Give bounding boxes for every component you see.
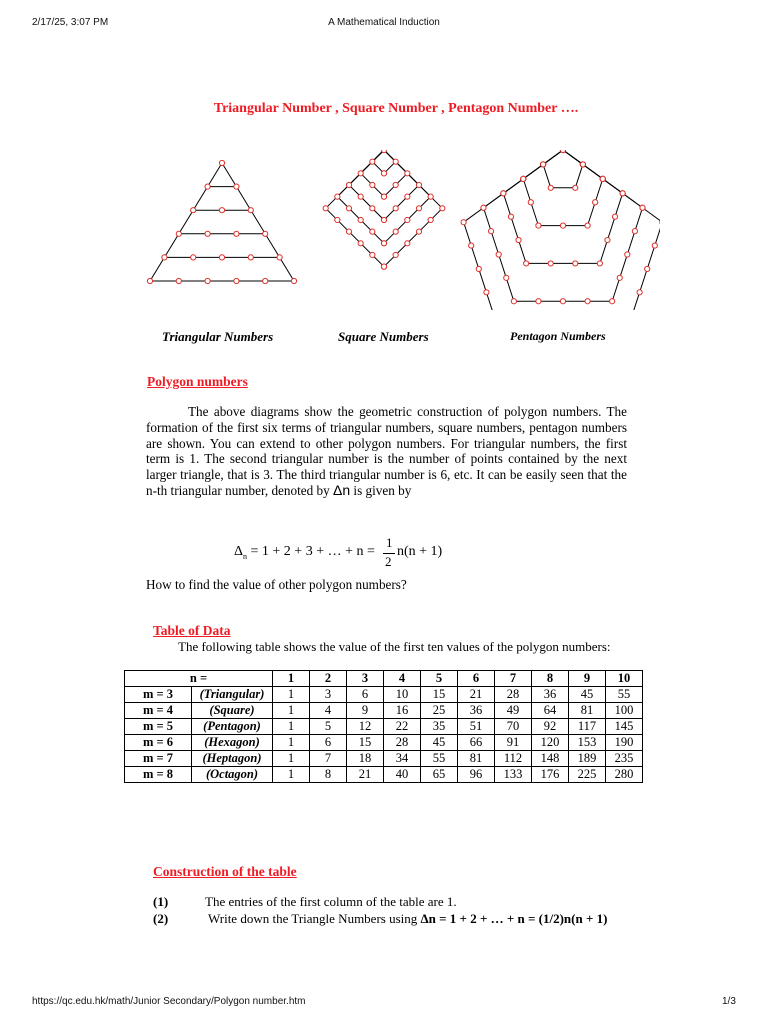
polygon-dot — [234, 184, 239, 189]
table-row — [125, 767, 643, 783]
polygon-dot — [358, 194, 363, 199]
polygon-dot — [393, 229, 398, 234]
table-cell: 120 — [532, 735, 569, 751]
table-cell: 64 — [532, 703, 569, 719]
polygon-dot — [645, 266, 650, 271]
step-number: (1) — [153, 894, 169, 909]
construction-step-2 — [153, 911, 608, 927]
polygon-dot — [637, 290, 642, 295]
polygon-paragraph-text: The above diagrams show the geometric construction of polygon numbers. The formation of the first six terms of triangular numbers, square numbers, pentagon numbers are shown. You can extend to other polygon numbers. For triangular numbers, the first term is 1. The second triangular number is the number of points contained by the next larger triangle, that is 3. The third triangular number is 6, etc. It can be easily seen that the n-th triangular number, denoted by — [146, 404, 627, 498]
table-cell: 28 — [495, 687, 532, 703]
table-cell: 96 — [458, 767, 495, 783]
table-cell: 21 — [347, 767, 384, 783]
polygon-dot — [416, 206, 421, 211]
polygon-dot — [620, 191, 625, 196]
polygon-dot — [370, 182, 375, 187]
delta-n-symbol: Δn — [332, 481, 351, 498]
polygon-dot — [263, 278, 268, 283]
polygon-dot — [536, 299, 541, 304]
polygon-dot — [481, 205, 486, 210]
polygon-number-table — [124, 670, 643, 783]
table-cell: 1 — [273, 719, 310, 735]
polygon-dot — [652, 243, 657, 248]
polygon-dot — [147, 278, 152, 283]
table-cell: 9 — [347, 703, 384, 719]
polygon-dot — [370, 252, 375, 257]
construction-step-1 — [153, 894, 457, 910]
table-cell: 45 — [569, 687, 606, 703]
section-title-construction: Construction of the table — [153, 864, 297, 879]
table-cell: 55 — [606, 687, 643, 703]
polygon-dot — [381, 217, 386, 222]
table-cell: 49 — [495, 703, 532, 719]
polygon-dot — [640, 205, 645, 210]
table-cell: 21 — [458, 687, 495, 703]
header-cell: 9 — [569, 671, 606, 687]
polygon-dot — [476, 266, 481, 271]
polygon-paragraph-tail: is given by — [353, 482, 412, 498]
polygon-dot — [560, 223, 565, 228]
table-cell: 92 — [532, 719, 569, 735]
table-cell: 1 — [273, 703, 310, 719]
polygon-dot — [428, 194, 433, 199]
polygon-dot — [597, 261, 602, 266]
table-header-row — [125, 671, 643, 687]
table-cell: 100 — [606, 703, 643, 719]
table-intro: The following table shows the value of the first ten values of the polygon numbers: — [178, 639, 611, 654]
table-cell: 65 — [421, 767, 458, 783]
table-cell: 34 — [384, 751, 421, 767]
table-cell: 81 — [569, 703, 606, 719]
polygon-dot — [162, 255, 167, 260]
polygon-dot — [632, 229, 637, 234]
table-cell: 10 — [384, 687, 421, 703]
table-cell: 3 — [310, 687, 347, 703]
polygon-question: How to find the value of other polygon numbers? — [146, 577, 407, 592]
polygon-dot — [484, 290, 489, 295]
polygon-dot — [263, 231, 268, 236]
pentagon-diagram — [461, 150, 660, 310]
polygon-diagrams — [140, 150, 660, 310]
polygon-dot — [605, 237, 610, 242]
table-cell: 51 — [458, 719, 495, 735]
table-row — [125, 751, 643, 767]
table-cell: 190 — [606, 735, 643, 751]
table-cell: 36 — [458, 703, 495, 719]
polygon-dot — [381, 150, 386, 153]
polygon-dot — [573, 185, 578, 190]
polygon-dot — [346, 206, 351, 211]
polygon-dot — [536, 223, 541, 228]
polygon-dot — [528, 200, 533, 205]
row-polygon-name: (Hexagon) — [192, 735, 273, 751]
table-row — [125, 687, 643, 703]
section-title-polygon-numbers: Polygon numbers — [147, 374, 248, 389]
table-cell: 91 — [495, 735, 532, 751]
table-cell: 55 — [421, 751, 458, 767]
table-cell: 1 — [273, 735, 310, 751]
triangular-diagram — [147, 160, 296, 283]
table-cell: 225 — [569, 767, 606, 783]
header-cell: 5 — [421, 671, 458, 687]
polygon-dot — [511, 299, 516, 304]
polygon-dot — [585, 299, 590, 304]
caption-pentagon: Pentagon Numbers — [510, 329, 606, 343]
polygon-dot — [191, 208, 196, 213]
table-cell: 45 — [421, 735, 458, 751]
polygon-dot — [234, 278, 239, 283]
polygon-dot — [346, 229, 351, 234]
table-cell: 15 — [347, 735, 384, 751]
header-cell: 8 — [532, 671, 569, 687]
header-cell: 4 — [384, 671, 421, 687]
polygon-dot — [469, 243, 474, 248]
polygon-dot — [405, 241, 410, 246]
table-cell: 40 — [384, 767, 421, 783]
header-cell: 10 — [606, 671, 643, 687]
row-m-label: m = 5 — [125, 719, 192, 735]
print-url[interactable]: https://qc.edu.hk/math/Junior Secondary/Polygon number.htm — [32, 996, 306, 1007]
table-cell: 35 — [421, 719, 458, 735]
page-heading: Triangular Number , Square Number , Pentagon Number …. — [213, 101, 579, 116]
table-cell: 16 — [384, 703, 421, 719]
table-cell: 189 — [569, 751, 606, 767]
polygon-dot — [585, 223, 590, 228]
table-cell: 15 — [421, 687, 458, 703]
table-cell: 145 — [606, 719, 643, 735]
polygon-dot — [593, 200, 598, 205]
polygon-dot — [428, 217, 433, 222]
table-row — [125, 719, 643, 735]
table-cell: 6 — [347, 687, 384, 703]
polygon-dot — [358, 171, 363, 176]
polygon-dot — [219, 255, 224, 260]
polygon-dot — [580, 162, 585, 167]
polygon-dot — [508, 214, 513, 219]
table-cell: 8 — [310, 767, 347, 783]
table-cell: 28 — [384, 735, 421, 751]
table-cell: 18 — [347, 751, 384, 767]
polygon-dot — [521, 176, 526, 181]
polygon-dot — [358, 241, 363, 246]
polygon-dot — [416, 182, 421, 187]
polygon-dot — [346, 182, 351, 187]
row-m-label: m = 7 — [125, 751, 192, 767]
table-cell: 81 — [458, 751, 495, 767]
table-cell: 12 — [347, 719, 384, 735]
polygon-dot — [381, 194, 386, 199]
polygon-dot — [358, 217, 363, 222]
print-page-counter: 1/3 — [722, 996, 736, 1007]
polygon-dot — [501, 191, 506, 196]
table-cell: 153 — [569, 735, 606, 751]
polygon-dot — [248, 255, 253, 260]
step-text: The entries of the first column of the table are 1. — [205, 894, 457, 909]
table-cell: 22 — [384, 719, 421, 735]
polygon-dot — [323, 206, 328, 211]
table-cell: 235 — [606, 751, 643, 767]
header-cell: 1 — [273, 671, 310, 687]
polygon-dot — [291, 278, 296, 283]
polygon-dot — [548, 185, 553, 190]
polygon-dot — [393, 159, 398, 164]
row-polygon-name: (Square) — [192, 703, 273, 719]
polygon-dot — [405, 194, 410, 199]
polygon-dot — [488, 229, 493, 234]
polygon-dot — [610, 299, 615, 304]
header-cell: 6 — [458, 671, 495, 687]
polygon-dot — [524, 261, 529, 266]
table-cell: 25 — [421, 703, 458, 719]
polygon-dot — [370, 229, 375, 234]
polygon-dot — [335, 194, 340, 199]
polygon-dot — [219, 160, 224, 165]
caption-square: Square Numbers — [338, 329, 429, 344]
polygon-dot — [416, 229, 421, 234]
table-cell: 4 — [310, 703, 347, 719]
polygon-dot — [191, 255, 196, 260]
print-page-title: A Mathematical Induction — [328, 17, 440, 28]
polygon-dot — [496, 252, 501, 257]
polygon-dot — [393, 182, 398, 187]
table-cell: 1 — [273, 687, 310, 703]
row-polygon-name: (Octagon) — [192, 767, 273, 783]
table-cell: 36 — [532, 687, 569, 703]
polygon-dot — [504, 275, 509, 280]
table-cell: 6 — [310, 735, 347, 751]
table-cell: 66 — [458, 735, 495, 751]
polygon-dot — [176, 231, 181, 236]
polygon-dot — [560, 299, 565, 304]
table-row — [125, 703, 643, 719]
polygon-dot — [405, 171, 410, 176]
polygon-dot — [277, 255, 282, 260]
polygon-dot — [381, 264, 386, 269]
polygon-dot — [461, 220, 466, 225]
polygon-dot — [234, 231, 239, 236]
polygon-dot — [573, 261, 578, 266]
polygon-dot — [617, 275, 622, 280]
polygon-dot — [205, 184, 210, 189]
table-cell: 5 — [310, 719, 347, 735]
table-cell: 176 — [532, 767, 569, 783]
polygon-dot — [393, 252, 398, 257]
step-formula: Δn = 1 + 2 + … + n = (1/2)n(n + 1) — [420, 911, 608, 926]
caption-triangular: Triangular Numbers — [162, 329, 274, 344]
polygon-dot — [205, 231, 210, 236]
square-diagram — [323, 150, 445, 269]
row-m-label: m = 3 — [125, 687, 192, 703]
row-m-label: m = 8 — [125, 767, 192, 783]
polygon-dot — [405, 217, 410, 222]
polygon-paragraph — [146, 404, 627, 499]
polygon-dot — [381, 241, 386, 246]
polygon-dot — [560, 150, 565, 153]
row-m-label: m = 4 — [125, 703, 192, 719]
section-title-table-of-data: Table of Data — [153, 623, 231, 638]
table-cell: 133 — [495, 767, 532, 783]
table-cell: 1 — [273, 751, 310, 767]
polygon-dot — [516, 237, 521, 242]
header-cell: 7 — [495, 671, 532, 687]
polygon-dot — [370, 206, 375, 211]
polygon-dot — [600, 176, 605, 181]
polygon-dot — [625, 252, 630, 257]
table-cell: 70 — [495, 719, 532, 735]
polygon-dot — [541, 162, 546, 167]
table-cell: 148 — [532, 751, 569, 767]
polygon-dot — [248, 208, 253, 213]
polygon-dot — [381, 171, 386, 176]
print-datetime: 2/17/25, 3:07 PM — [32, 17, 109, 28]
row-polygon-name: (Heptagon) — [192, 751, 273, 767]
row-polygon-name: (Triangular) — [192, 687, 273, 703]
row-polygon-name: (Pentagon) — [192, 719, 273, 735]
table-cell: 117 — [569, 719, 606, 735]
polygon-dot — [176, 278, 181, 283]
table-row — [125, 735, 643, 751]
polygon-dot — [335, 217, 340, 222]
polygon-dot — [548, 261, 553, 266]
table-cell: 1 — [273, 767, 310, 783]
polygon-dot — [393, 206, 398, 211]
polygon-dot — [612, 214, 617, 219]
header-cell: 3 — [347, 671, 384, 687]
table-cell: 7 — [310, 751, 347, 767]
header-n-label: n = — [125, 671, 273, 687]
polygon-dot — [205, 278, 210, 283]
table-cell: 112 — [495, 751, 532, 767]
step-text: Write down the Triangle Numbers using — [208, 911, 418, 926]
polygon-dot — [370, 159, 375, 164]
polygon-dot — [440, 206, 445, 211]
row-m-label: m = 6 — [125, 735, 192, 751]
table-cell: 280 — [606, 767, 643, 783]
step-number: (2) — [153, 911, 169, 926]
polygon-dot — [219, 208, 224, 213]
header-cell: 2 — [310, 671, 347, 687]
